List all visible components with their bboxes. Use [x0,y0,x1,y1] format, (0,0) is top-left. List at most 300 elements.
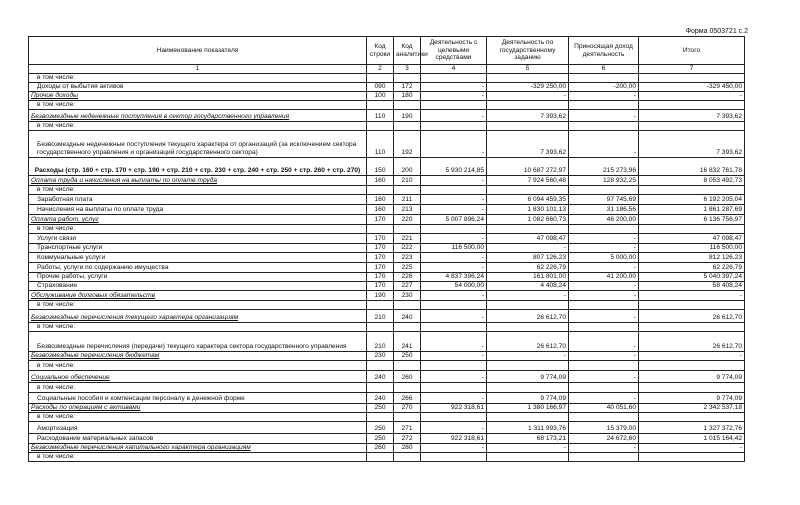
row-analytic-code [394,323,421,332]
row-analytic-code: 200 [394,158,421,176]
row-code: 170 [367,263,394,273]
row-income-value: - [569,371,639,383]
col-number: 7 [639,65,745,74]
row-state-value [487,225,569,234]
row-name: в том числе: [29,74,367,83]
row-target-value [421,453,487,462]
row-code [367,186,394,195]
row-income-value: - [569,332,639,352]
table-row [29,122,745,131]
table-row [29,92,745,101]
row-target-value: - [421,205,487,215]
row-state-value: 1 311 993,76 [487,422,569,434]
row-analytic-code: 192 [394,131,421,158]
row-total-value: 7 393,62 [639,110,745,122]
row-total-value: - [639,444,745,453]
col-number: 6 [569,65,639,74]
row-income-value: -200,00 [569,83,639,92]
row-target-value: 5 930 214,85 [421,158,487,176]
row-income-value: - [569,263,639,273]
row-code: 170 [367,234,394,244]
row-name: Оплата труда и начисления на выплаты по оплате труда [29,176,367,186]
row-name: в том числе: [29,361,367,371]
row-code [367,413,394,422]
row-name: Оплата работ, услуг [29,215,367,225]
row-code: 100 [367,92,394,101]
row-income-value [569,361,639,371]
row-analytic-code [394,186,421,195]
table-row [29,453,745,462]
row-name: в том числе: [29,225,367,234]
row-analytic-code: 225 [394,263,421,273]
row-analytic-code [394,453,421,462]
row-total-value: 5 040 397,24 [639,273,745,282]
row-analytic-code: 240 [394,310,421,323]
row-target-value: - [421,234,487,244]
row-code: 110 [367,110,394,122]
row-total-value: 1 861 287,69 [639,205,745,215]
row-state-value: - [487,92,569,101]
row-state-value [487,323,569,332]
row-analytic-code: 270 [394,404,421,413]
row-target-value: - [421,291,487,301]
row-income-value: 15 379,00 [569,422,639,434]
row-analytic-code: 222 [394,244,421,253]
row-analytic-code [394,225,421,234]
row-state-value: 6 094 459,35 [487,195,569,205]
row-target-value [421,186,487,195]
row-state-value [487,301,569,310]
table-row [29,253,745,263]
row-income-value: 46 200,00 [569,215,639,225]
row-code [367,101,394,110]
row-target-value: - [421,176,487,186]
row-income-value [569,453,639,462]
row-analytic-code: 260 [394,371,421,383]
row-code: 170 [367,253,394,263]
row-target-value: - [421,131,487,158]
row-code [367,122,394,131]
table-row [29,101,745,110]
row-analytic-code: 266 [394,393,421,404]
row-state-value [487,74,569,83]
row-total-value: - [639,92,745,101]
row-target-value: 54 000,00 [421,282,487,291]
row-total-value: 47 098,47 [639,234,745,244]
row-state-value: 9 774,09 [487,371,569,383]
column-numbers-row [29,65,745,74]
row-code [367,74,394,83]
table-body [29,74,745,462]
row-income-value [569,301,639,310]
row-target-value: 922 318,61 [421,404,487,413]
row-name: Безвозмездные перечисления текущего характера организациям [29,310,367,323]
row-name: Доходы от выбытия активов [29,83,367,92]
row-code [367,225,394,234]
row-state-value: 62 226,79 [487,263,569,273]
row-total-value [639,186,745,195]
row-analytic-code: 271 [394,422,421,434]
row-code: 110 [367,131,394,158]
row-name: Заработная плата [29,195,367,205]
row-target-value [421,413,487,422]
table-row [29,225,745,234]
row-code: 190 [367,291,394,301]
row-total-value [639,122,745,131]
row-income-value: - [569,234,639,244]
row-total-value: 62 226,79 [639,263,745,273]
table-row [29,310,745,323]
row-income-value: 128 932,25 [569,176,639,186]
col-number: 2 [367,65,394,74]
row-state-value [487,186,569,195]
row-name: в том числе: [29,413,367,422]
row-state-value: 807 126,23 [487,253,569,263]
table-row [29,74,745,83]
row-total-value [639,301,745,310]
row-name: в том числе: [29,101,367,110]
row-code: 250 [367,422,394,434]
table-row [29,215,745,225]
row-analytic-code: 226 [394,273,421,282]
row-analytic-code [394,361,421,371]
row-total-value: 6 192 205,04 [639,195,745,205]
row-income-value: 31 186,56 [569,205,639,215]
row-income-value: - [569,352,639,361]
row-name: в том числе: [29,301,367,310]
row-state-value [487,453,569,462]
row-income-value: - [569,444,639,453]
row-state-value: 68 173,21 [487,434,569,444]
row-code: 230 [367,352,394,361]
row-income-value: 97 745,69 [569,195,639,205]
row-name: Обслуживание долговых обязательств [29,291,367,301]
row-name: в том числе: [29,453,367,462]
row-code: 210 [367,332,394,352]
row-state-value: 9 774,09 [487,393,569,404]
row-total-value [639,383,745,393]
header-income: Приносящая доход деятельность [569,37,639,65]
row-name: в том числе: [29,186,367,195]
table-row [29,83,745,92]
table-row [29,352,745,361]
row-target-value: - [421,195,487,205]
row-total-value: 812 126,23 [639,253,745,263]
row-total-value: 1 015 164,42 [639,434,745,444]
row-income-value: 24 672,60 [569,434,639,444]
row-name: Услуги связи [29,234,367,244]
row-total-value [639,413,745,422]
table-row [29,301,745,310]
row-income-value: 215 273,96 [569,158,639,176]
row-analytic-code: 223 [394,253,421,263]
table-row [29,371,745,383]
row-target-value [421,225,487,234]
table-row [29,323,745,332]
table-row [29,434,745,444]
row-name: Начисления на выплаты по оплате труда [29,205,367,215]
row-state-value: - [487,444,569,453]
row-income-value: - [569,282,639,291]
row-analytic-code [394,413,421,422]
row-state-value: -329 250,00 [487,83,569,92]
row-code: 160 [367,195,394,205]
table-row [29,413,745,422]
row-state-value [487,383,569,393]
row-code: 260 [367,444,394,453]
row-code: 170 [367,273,394,282]
row-total-value: 9 774,09 [639,371,745,383]
row-analytic-code: 241 [394,332,421,352]
row-code: 170 [367,282,394,291]
row-target-value: - [421,110,487,122]
row-analytic-code [394,383,421,393]
table-row [29,205,745,215]
row-income-value: - [569,110,639,122]
table-row [29,158,745,176]
row-state-value [487,361,569,371]
row-income-value: - [569,92,639,101]
table-row [29,361,745,371]
row-total-value: -329 450,00 [639,83,745,92]
row-state-value: 1 082 660,73 [487,215,569,225]
row-state-value: - [487,244,569,253]
row-name: Расходы по операциям с активами [29,404,367,413]
row-code: 250 [367,404,394,413]
row-code [367,361,394,371]
row-state-value: 47 098,47 [487,234,569,244]
row-analytic-code [394,301,421,310]
row-total-value [639,101,745,110]
row-income-value [569,413,639,422]
row-code: 240 [367,393,394,404]
row-name: Прочие работы, услуги [29,273,367,282]
row-code [367,323,394,332]
row-income-value [569,186,639,195]
row-name: Расходование материальных запасов [29,434,367,444]
row-name: Социальные пособия и компенсации персоналу в денежной форме [29,393,367,404]
row-income-value: 41 200,00 [569,273,639,282]
row-total-value: - [639,291,745,301]
row-state-value: 1 830 101,13 [487,205,569,215]
row-state-value: 1 380 166,97 [487,404,569,413]
row-name: Коммунальные услуги [29,253,367,263]
row-target-value [421,122,487,131]
row-name: в том числе: [29,383,367,393]
row-state-value: 161 801,00 [487,273,569,282]
row-code: 150 [367,158,394,176]
row-income-value [569,122,639,131]
table-row [29,273,745,282]
row-income-value [569,323,639,332]
form-number: Форма 0503721 с.2 [685,28,748,35]
row-state-value: 7 393,62 [487,110,569,122]
row-state-value: 7 393,62 [487,131,569,158]
row-code [367,383,394,393]
row-total-value [639,361,745,371]
row-total-value: 7 393,62 [639,131,745,158]
row-state-value [487,122,569,131]
row-state-value: 4 408,24 [487,282,569,291]
row-income-value: - [569,291,639,301]
row-target-value: 4 837 396,24 [421,273,487,282]
row-state-value: - [487,352,569,361]
row-analytic-code: 221 [394,234,421,244]
row-analytic-code: 280 [394,444,421,453]
row-total-value: 9 774,09 [639,393,745,404]
row-code: 170 [367,215,394,225]
row-target-value: 116 500,00 [421,244,487,253]
row-total-value: - [639,352,745,361]
row-name: Безвозмездные неденежные поступления текущего характера от организаций (за исключением сектора государственного управления и организаций государственного сектора) [29,131,367,158]
row-target-value: - [421,332,487,352]
table-row [29,282,745,291]
table-row [29,422,745,434]
row-analytic-code [394,74,421,83]
row-total-value: 26 612,70 [639,332,745,352]
row-analytic-code [394,122,421,131]
row-state-value [487,101,569,110]
row-analytic-code: 180 [394,92,421,101]
row-target-value: - [421,263,487,273]
row-name: Транспортные услуги [29,244,367,253]
row-target-value [421,101,487,110]
table-row [29,332,745,352]
row-total-value: 8 053 492,73 [639,176,745,186]
row-income-value: - [569,310,639,323]
col-number: 4 [421,65,487,74]
col-number: 1 [29,65,367,74]
row-total-value: 58 408,24 [639,282,745,291]
row-code: 240 [367,371,394,383]
row-income-value: - [569,131,639,158]
header-code: Код строки [367,37,394,65]
row-name: Социальное обеспечение [29,371,367,383]
row-analytic-code: 250 [394,352,421,361]
row-target-value [421,301,487,310]
header-row [29,37,745,65]
row-target-value [421,383,487,393]
row-name: Прочие доходы [29,92,367,101]
row-code: 250 [367,434,394,444]
row-name: Безвозмездные перечисления капитального характера организациям [29,444,367,453]
col-number: 3 [394,65,421,74]
table-row [29,244,745,253]
row-state-value: 10 687 272,97 [487,158,569,176]
row-name: Безвозмездные перечисления (передачи) текущего характера сектора государственного управления [29,332,367,352]
report-table [28,36,745,462]
row-income-value [569,101,639,110]
row-state-value: 26 612,70 [487,332,569,352]
row-analytic-code: 213 [394,205,421,215]
row-analytic-code: 272 [394,434,421,444]
header-analytic: Код аналитики [394,37,421,65]
row-income-value: - [569,393,639,404]
row-analytic-code: 227 [394,282,421,291]
row-analytic-code: 211 [394,195,421,205]
row-analytic-code: 190 [394,110,421,122]
table-row [29,186,745,195]
row-income-value: 40 051,60 [569,404,639,413]
header-target: Деятельность с целевыми средствами [421,37,487,65]
row-name: Расходы (стр. 160 + стр. 170 + стр. 190 + стр. 210 + стр. 230 + стр. 240 + стр. 250 + стр. 260 + стр. 270) [29,158,367,176]
row-total-value [639,323,745,332]
table-row [29,110,745,122]
col-number: 5 [487,65,569,74]
row-code [367,453,394,462]
row-code: 160 [367,205,394,215]
row-name: Амортизация [29,422,367,434]
row-analytic-code [394,101,421,110]
row-analytic-code: 220 [394,215,421,225]
row-state-value [487,413,569,422]
row-name: в том числе: [29,122,367,131]
row-total-value: 1 327 372,76 [639,422,745,434]
row-target-value [421,361,487,371]
row-name: Безвозмездные перечисления бюджетам [29,352,367,361]
header-name: Наименование показателя [29,37,367,65]
row-code [367,301,394,310]
row-analytic-code: 172 [394,83,421,92]
row-income-value [569,225,639,234]
row-target-value: - [421,253,487,263]
row-code: 090 [367,83,394,92]
row-target-value [421,74,487,83]
row-state-value: 7 924 560,48 [487,176,569,186]
row-target-value: - [421,444,487,453]
header-state: Деятельность по государственному заданию [487,37,569,65]
table-row [29,263,745,273]
row-target-value: - [421,83,487,92]
table-row [29,393,745,404]
row-target-value: 922 318,61 [421,434,487,444]
row-code: 160 [367,176,394,186]
row-target-value [421,323,487,332]
row-name: Работы, услуги по содержанию имущества [29,263,367,273]
row-income-value [569,74,639,83]
row-target-value: - [421,393,487,404]
row-total-value: 6 136 756,97 [639,215,745,225]
row-total-value [639,225,745,234]
row-name: Страхование [29,282,367,291]
row-target-value: 5 007 896,24 [421,215,487,225]
row-code: 170 [367,244,394,253]
row-name: в том числе: [29,323,367,332]
row-state-value: 26 612,70 [487,310,569,323]
table-row [29,404,745,413]
table-row [29,234,745,244]
row-target-value: - [421,352,487,361]
row-income-value: 5 000,00 [569,253,639,263]
row-analytic-code: 210 [394,176,421,186]
row-target-value: - [421,92,487,101]
table-row [29,195,745,205]
table-row [29,444,745,453]
row-target-value: - [421,310,487,323]
table-row [29,383,745,393]
row-total-value [639,74,745,83]
row-code: 210 [367,310,394,323]
table-row [29,131,745,158]
header-total: Итого [639,37,745,65]
row-total-value: 116 500,00 [639,244,745,253]
row-income-value [569,383,639,393]
row-total-value: 2 342 537,18 [639,404,745,413]
row-target-value: - [421,422,487,434]
row-target-value: - [421,371,487,383]
row-income-value: - [569,244,639,253]
row-analytic-code: 230 [394,291,421,301]
